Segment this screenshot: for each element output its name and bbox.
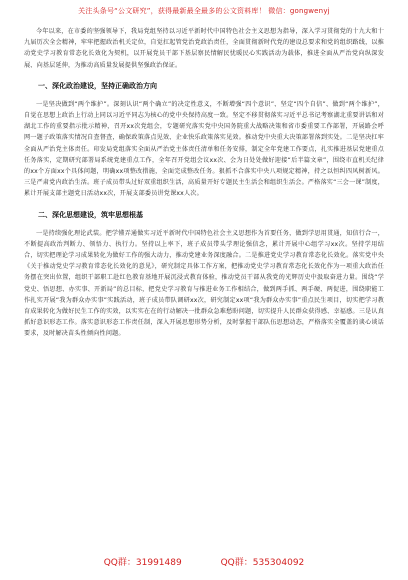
section-1-paragraph: 一是坚决做到“两个维护”。深刻认识“两个确立”的决定性意义，不断增强“四个意识”、坚定“四个自信”、做到“两个维护”，自觉在思想上政治上行动上同以习近平同志为核心的党中央保持高度一致。坚定不移贯彻落实习近平总书记考察湖北重要讲话和对湖北工作的重要指示批示精神，召开xx次党组会，专题研究落实党中央国务院重大战略决策和省市委重要工作部署，开展路会呼网一题子政策落实情况自查督查，确保政策落点见效、企业快乐政策落实见效。推动党中央重大决策部署落到实处。二是坚决扛牢全面从严治党主体责任。印发局党组落实全面从严治党主体责任清单和任务安排，制定全年党建工作要点，扎实推进基层党建重点任务落实，定期研究部署局系统党建重点工作，全年召开党组会议xx次、会为日处处做好迎接“后半篇文章”，围绕市直机关纪律的xx个方面xx个具体问题，明确xx项整改措施，全面完成整改任务。狠抓不合落实中央八项规定精神，持之以恒纠四风树新风。三是严肃党内政治生活。班子成员带头过好双重组织生活，高质量开好专题民主生活会和组织生活会。严格落实“三会一课”制度，累计开展支部主题党日活动xx次，开展支部委员讲党课xx人次。 — [24, 100, 384, 198]
top-banner: 关注头条号“公文研究”，获得最新最全最多的公文资料库！ 微信：gongwenyj — [78, 7, 330, 15]
footer-contacts — [0, 555, 408, 568]
qq-group-2: QQ群：535304092 — [220, 558, 305, 568]
qq-group-1: QQ群：31991489 — [103, 558, 182, 568]
document-body — [24, 26, 384, 342]
section-2-paragraph: 一是持续强化理论武装。把学懂弄通做实习近平新时代中国特色社会主义思想作为首要任务，做到学思用贯通，知信行合一，不断提高政治判断力、领悟力、执行力。坚持以上率下，班子成员带头学理论强信念，累计开展中心组学习xx次。坚持学用结合，切实把理论学习成果转化为做好工作的强大动力，推动党建业务深度融合。二是推进党史学习教育常态化长效化。落实党中央《关于推动党史学习教育常态化长效化的意见》，研究制定具体工作方案，把推动党史学习教育常态化长效化作为一项重大政治任务摆在突出位置，组织干部职工赴红色教育基地开展沉浸式教育体验，推动党员干部从我党的光辉历史中汲取奋进力量。围绕“学党史、悟思想、办实事、开新局”的总目标，把党史学习教育与推进业务工作相结合，做到两手抓、两手硬、两促进，围绕职能工作扎实开展“我为群众办实事”实践活动，班子成员带队调研xx次，研究制定xx项“我为群众办实事”重点民生项目，切实把学习教育成果转化为做好民生工作的实效，以实实在在的行动解决一批群众急难愁盼问题，切实提升人民群众获得感、幸福感。三是认真抓好意识形态工作。落实意识形态工作责任制，深入开展思想形势分析，及时掌握干部队伍思想动态，严格落实全覆盖的谈心谈话要求，及时解决苗头性倾向性问题。 — [24, 229, 384, 338]
section-2-heading: 二、深化思想建设，筑牢思想根基 — [38, 210, 143, 219]
section-1-heading: 一、深化政治建设，坚持正确政治方向 — [38, 81, 157, 90]
intro-paragraph: 今年以来，在市委的坚强领导下，我局党组坚持以习近平新时代中国特色社会主义思想为指导，深入学习贯彻党的十九大和十九届历次全会精神，牢牢把握政治机关定位，自觉扛起管党治党政治责任，全面贯彻新时代党的建设总要求和党的组织路线，以推动党史学习教育常态化长效化为契机，以开展党员干部下基层察民情解民忧暖民心实践活动为载体，推进全面从严治党向纵深发展、向基层延伸，为推动高质量发展提供坚强政治保证。 — [24, 28, 384, 69]
